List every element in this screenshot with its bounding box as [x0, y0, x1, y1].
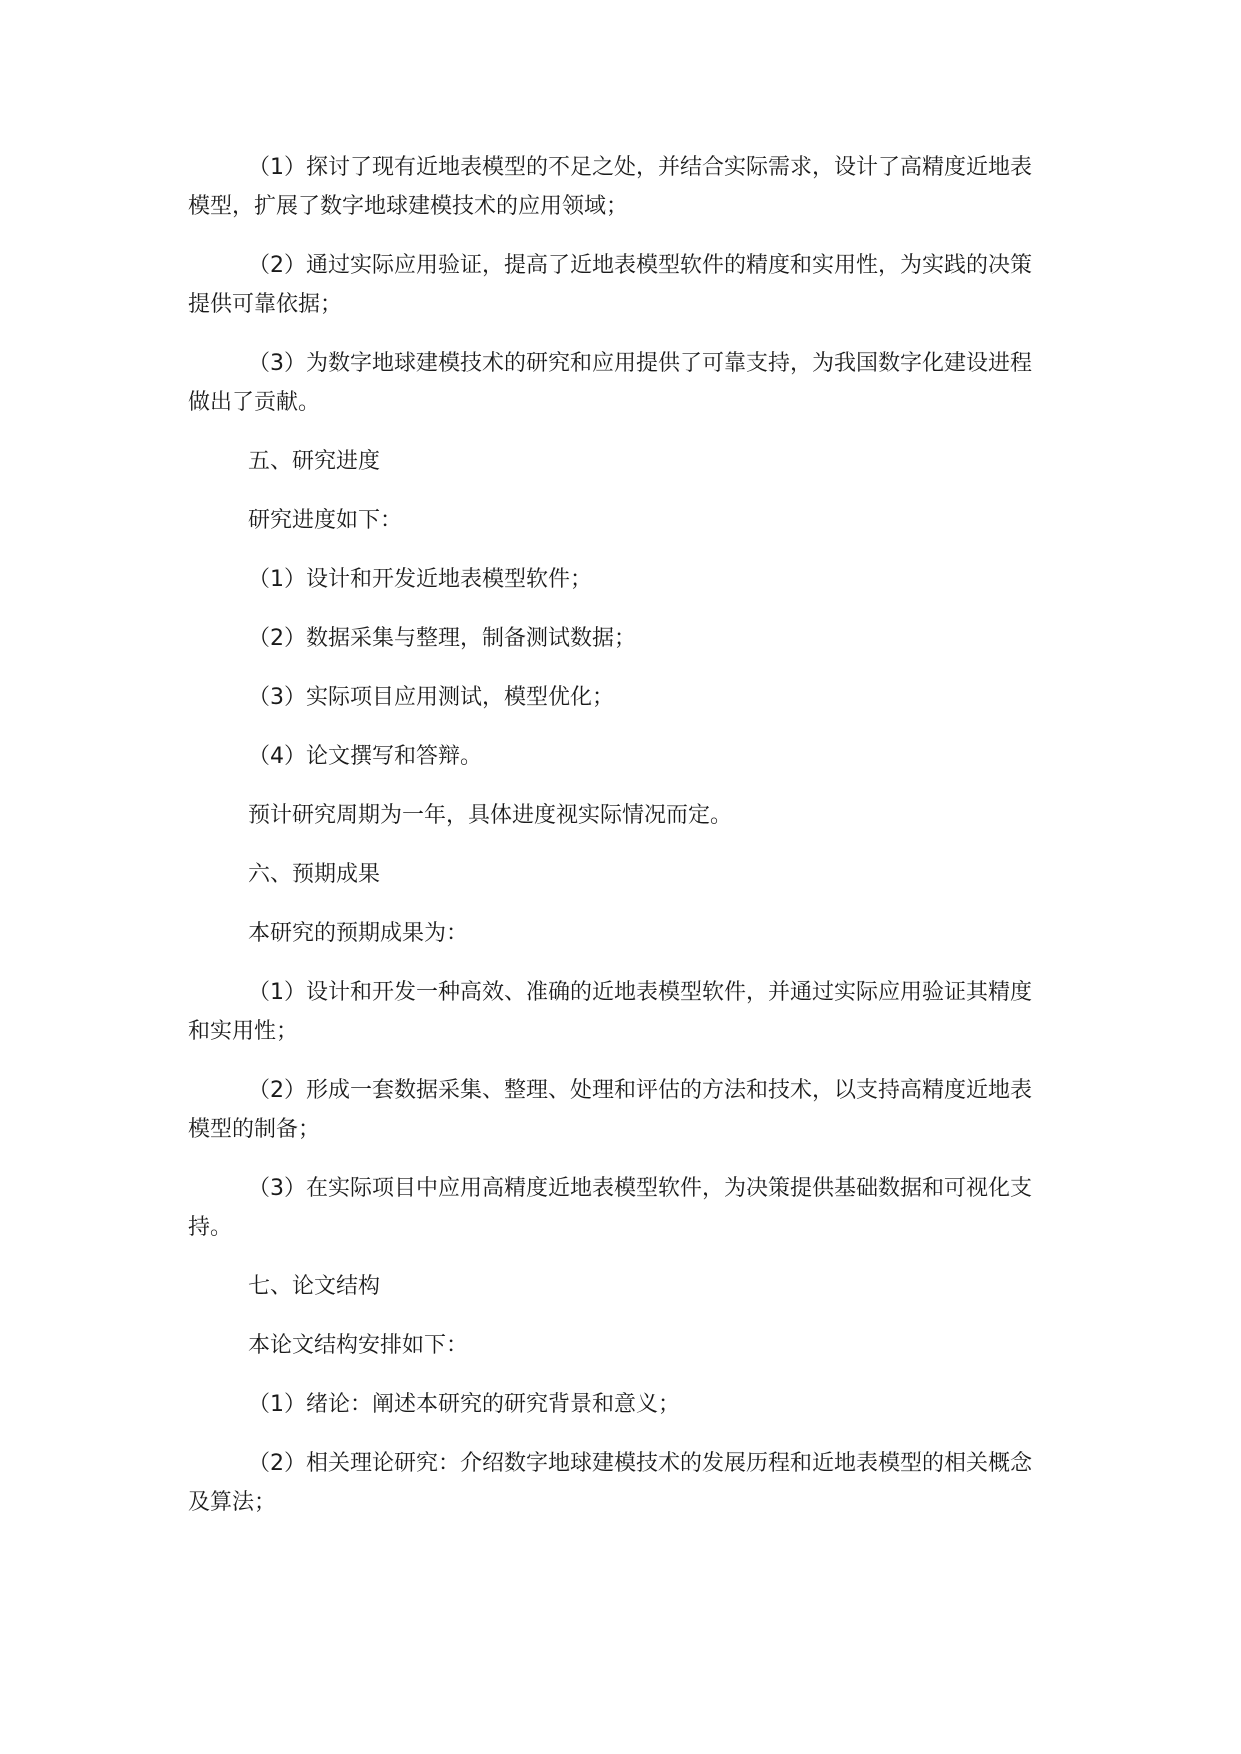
- paragraph-structure-intro: 本论文结构安排如下：: [248, 1333, 469, 1358]
- list-item-progress-2: （2）数据采集与整理，制备测试数据；: [248, 626, 636, 651]
- paragraph-research-period: 预计研究周期为一年，具体进度视实际情况而定。: [248, 803, 733, 828]
- list-item-result-1: （1）设计和开发一种高效、准确的近地表模型软件，并通过实际应用验证其精度和实用性；: [188, 980, 1032, 1044]
- list-item-progress-4: （4）论文撰写和答辩。: [248, 744, 482, 769]
- list-item-result-3: （3）在实际项目中应用高精度近地表模型软件，为决策提供基础数据和可视化支持。: [188, 1176, 1032, 1240]
- list-item-structure-2: （2）相关理论研究：介绍数字地球建模技术的发展历程和近地表模型的相关概念及算法；: [188, 1451, 1032, 1515]
- list-item-result-2: （2）形成一套数据采集、整理、处理和评估的方法和技术，以支持高精度近地表模型的制备；: [188, 1078, 1032, 1142]
- section-heading-thesis-structure: 七、论文结构: [248, 1274, 381, 1299]
- section-heading-expected-results: 六、预期成果: [248, 862, 381, 887]
- paragraph-contribution-2: （2）通过实际应用验证，提高了近地表模型软件的精度和实用性，为实践的决策提供可靠依据；: [188, 253, 1032, 317]
- list-item-progress-3: （3）实际项目应用测试，模型优化；: [248, 685, 614, 710]
- section-heading-research-progress: 五、研究进度: [248, 449, 381, 474]
- paragraph-contribution-1: （1）探讨了现有近地表模型的不足之处，并结合实际需求，设计了高精度近地表模型，扩展了数字地球建模技术的应用领域；: [188, 155, 1032, 219]
- list-item-structure-1: （1）绪论：阐述本研究的研究背景和意义；: [248, 1392, 680, 1417]
- paragraph-progress-intro: 研究进度如下：: [248, 508, 403, 533]
- document-body: [188, 148, 1048, 1522]
- paragraph-results-intro: 本研究的预期成果为：: [248, 921, 469, 946]
- list-item-progress-1: （1）设计和开发近地表模型软件；: [248, 567, 592, 592]
- paragraph-contribution-3: （3）为数字地球建模技术的研究和应用提供了可靠支持，为我国数字化建设进程做出了贡献。: [188, 351, 1032, 415]
